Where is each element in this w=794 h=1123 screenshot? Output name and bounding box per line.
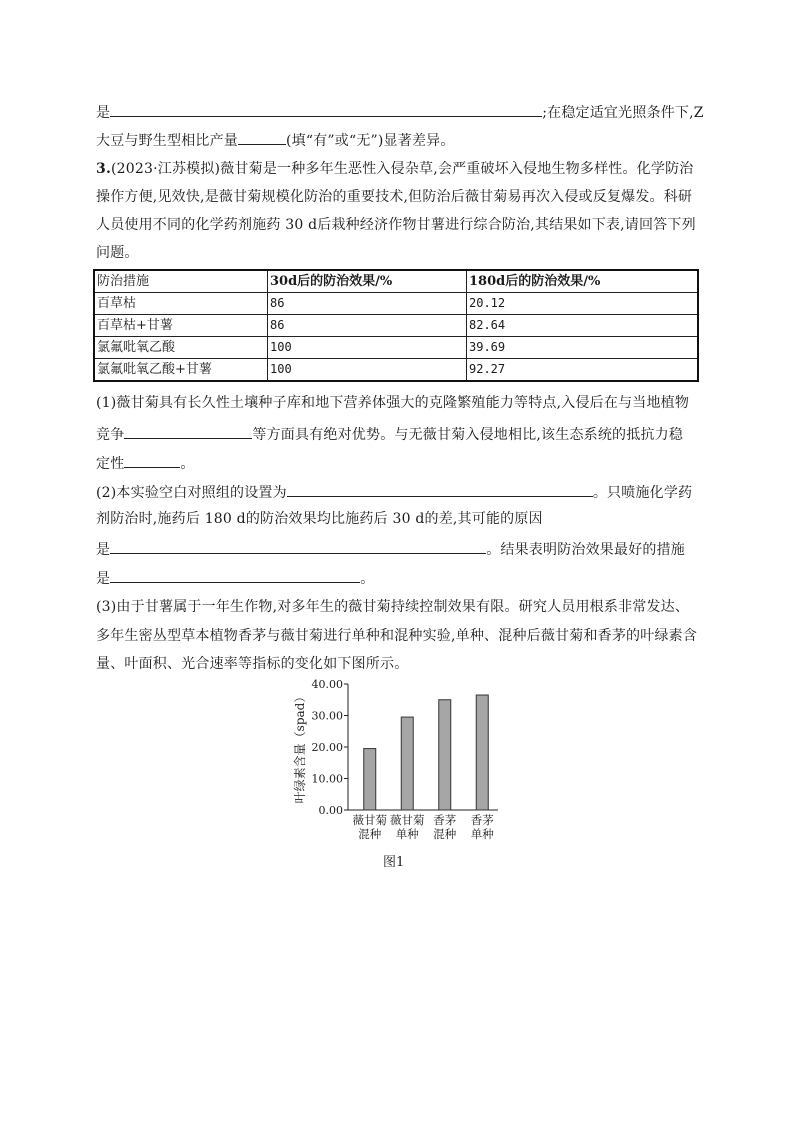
bar xyxy=(364,749,376,810)
answer-blank[interactable] xyxy=(124,451,180,468)
y-tick-label: 0.00 xyxy=(318,804,343,817)
intro-line-1 xyxy=(96,100,706,122)
sub-question-text: 剂防治时,施药后 180 d的防治效果均比施药后 30 d的差,其可能的原因 xyxy=(96,511,543,527)
answer-blank[interactable] xyxy=(110,100,542,117)
answer-blank[interactable] xyxy=(110,566,360,583)
sub-question-text: 。结果表明防治效果最好的措施 xyxy=(486,542,686,558)
question-3-stem-line-1 xyxy=(96,158,706,180)
bar xyxy=(401,717,413,810)
sub-question-1-line-3 xyxy=(96,451,706,473)
sub-question-3-line-1 xyxy=(96,596,706,618)
table-row xyxy=(94,293,698,315)
x-category-label: 混种 xyxy=(358,827,382,841)
sub-question-text: (3)由于甘薯属于一年生作物,对多年生的薇甘菊持续控制效果有限。研究人员用根系非常发达、 xyxy=(96,599,690,615)
y-tick-label: 40.00 xyxy=(311,678,343,691)
control-effect-table xyxy=(93,269,699,382)
table-header-row xyxy=(94,270,698,293)
table-cell-measure: 氯氟吡氧乙酸+甘薯 xyxy=(94,359,268,382)
answer-blank[interactable] xyxy=(110,537,486,554)
answer-blank[interactable] xyxy=(238,128,286,145)
x-category-label: 单种 xyxy=(470,827,494,841)
sub-question-text: 是 xyxy=(96,571,111,587)
bar xyxy=(476,695,488,810)
sub-question-text: (1)薇甘菊具有长久性土壤种子库和地下营养体强大的克隆繁殖能力等特点,入侵后在与当地植物 xyxy=(96,395,690,411)
table-cell-180d: 39.69 xyxy=(467,337,699,359)
sub-question-text: 竞争 xyxy=(96,427,125,443)
y-axis-label: 叶绿素含量（spad） xyxy=(293,690,307,804)
question-3-stem-line-2 xyxy=(96,186,706,208)
intro-text: (填“有”或“无”)显著差异。 xyxy=(286,133,455,149)
table-cell-measure: 氯氟吡氧乙酸 xyxy=(94,337,268,359)
table-cell-30d: 86 xyxy=(268,293,467,315)
x-category-label: 单种 xyxy=(395,827,419,841)
y-tick-label: 10.00 xyxy=(311,772,343,786)
table-cell-180d: 20.12 xyxy=(467,293,699,315)
sub-question-text: 定性 xyxy=(96,456,125,472)
sub-question-text: 量、叶面积、光合速率等指标的变化如下图所示。 xyxy=(96,656,409,672)
sub-question-3-line-2 xyxy=(96,625,706,647)
intro-text: ;在稳定适宜光照条件下,Z xyxy=(542,105,704,121)
y-tick-label: 20.00 xyxy=(311,741,343,754)
sub-question-2-line-4 xyxy=(96,566,706,588)
sub-question-2-line-3 xyxy=(96,537,706,559)
x-category-label: 香茅 xyxy=(433,813,457,827)
table-cell-30d: 100 xyxy=(268,359,467,382)
sub-question-text: 。 xyxy=(180,456,195,472)
sub-question-text: (2)本实验空白对照组的设置为 xyxy=(96,485,287,501)
question-3-stem-line-3 xyxy=(96,214,706,236)
intro-line-2 xyxy=(96,128,706,150)
sub-question-text: 。 xyxy=(360,571,375,587)
intro-text: 大豆与野生型相比产量 xyxy=(96,133,238,149)
sub-question-text: 等方面具有绝对优势。与无薇甘菊入侵地相比,该生态系统的抵抗力稳 xyxy=(252,427,684,443)
table-cell-measure: 百草枯 xyxy=(94,293,268,315)
sub-question-1-line-1 xyxy=(96,392,706,414)
stem-text: 问题。 xyxy=(96,245,139,261)
figure-caption: 图1 xyxy=(383,855,405,870)
table-cell-30d: 100 xyxy=(268,337,467,359)
sub-question-text: 是 xyxy=(96,542,111,558)
table-header-cell: 防治措施 xyxy=(94,270,268,293)
x-category-label: 香茅 xyxy=(470,813,494,827)
sub-question-1-line-2 xyxy=(96,422,706,444)
question-number: 3. xyxy=(96,161,112,177)
sub-question-text: 。只喷施化学药 xyxy=(592,485,693,501)
table-header-cell: 30d后的防治效果/% xyxy=(268,270,467,293)
stem-text: 操作方便,见效快,是薇甘菊规模化防治的重要技术,但防治后薇甘菊易再次入侵或反复爆发。科研 xyxy=(96,189,693,205)
sub-question-text: 多年生密丛型草本植物香茅与薇甘菊进行单种和混种实验,单种、混种后薇甘菊和香茅的叶绿素含 xyxy=(96,628,698,644)
answer-blank[interactable] xyxy=(287,480,593,497)
question-3-stem-line-4 xyxy=(96,242,706,264)
table-row xyxy=(94,315,698,337)
table-cell-measure: 百草枯+甘薯 xyxy=(94,315,268,337)
table-cell-180d: 92.27 xyxy=(467,359,699,382)
bar xyxy=(439,700,451,810)
chlorophyll-bar-chart xyxy=(290,672,520,850)
table-row xyxy=(94,337,698,359)
sub-question-2-line-2 xyxy=(96,508,706,530)
stem-text: 人员使用不同的化学药剂施药 30 d后栽种经济作物甘薯进行综合防治,其结果如下表,请回答下列 xyxy=(96,217,696,233)
table-cell-30d: 86 xyxy=(268,315,467,337)
x-category-label: 薇甘菊 xyxy=(390,813,425,827)
sub-question-2-line-1 xyxy=(96,480,706,502)
table-cell-180d: 82.64 xyxy=(467,315,699,337)
answer-blank[interactable] xyxy=(124,422,252,439)
stem-text: (2023·江苏模拟)薇甘菊是一种多年生恶性入侵杂草,会严重破坏入侵地生物多样性。化学防治 xyxy=(111,161,694,177)
intro-text: 是 xyxy=(96,105,111,121)
x-category-label: 薇甘菊 xyxy=(352,813,387,827)
y-tick-label: 30.00 xyxy=(311,709,343,723)
table-row xyxy=(94,359,698,382)
x-category-label: 混种 xyxy=(433,827,457,841)
table-header-cell: 180d后的防治效果/% xyxy=(467,270,699,293)
